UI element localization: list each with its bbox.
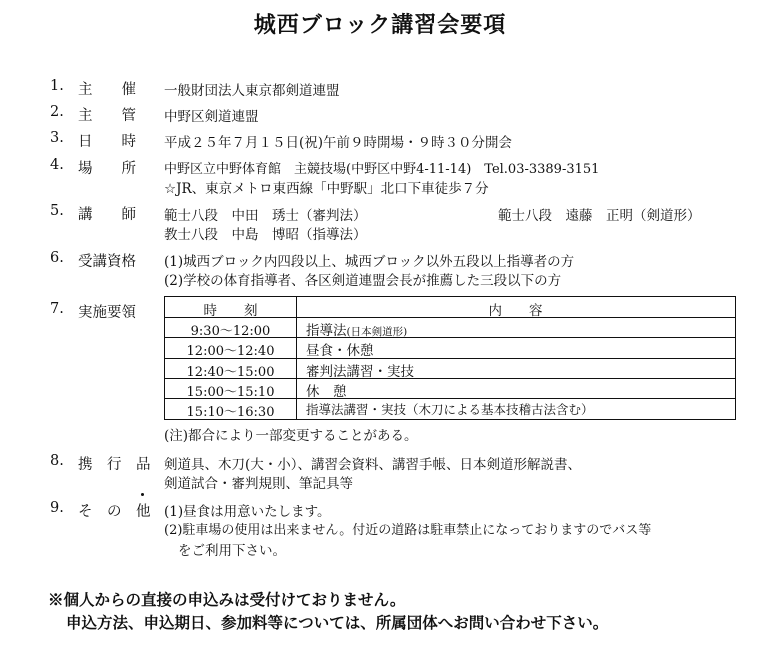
item-3-label: 日 時: [78, 134, 136, 150]
instructor-3: 教士八段 中島 博昭（指導法）: [164, 227, 367, 243]
row-5-content: 指導法講習・実技（木刀による基本技稽古法含む）: [306, 402, 594, 417]
other-2: (2)駐車場の使用は出来ません。付近の道路は駐車禁止になっておりますのでバス等: [164, 523, 652, 538]
item-5-number: 5.: [50, 203, 64, 219]
qualification-1: (1)城西ブロック内四段以上、城西ブロック以外五段以上指導者の方: [164, 254, 575, 270]
item-2-value: 中野区剣道連盟: [164, 109, 259, 125]
item-1-value: 一般財団法人東京都剣道連盟: [164, 83, 340, 99]
schedule-footnote: (注)都合により一部変更することがある。: [164, 428, 418, 444]
item-7-label: 実施要領: [78, 305, 136, 321]
row-1-content-note: (日本剣道形): [346, 326, 408, 338]
row-2-content: 昼食・休憩: [306, 343, 374, 359]
item-3-value: 平成２５年７月１５日(祝)午前９時開場・９時３０分開会: [164, 135, 513, 151]
row-3-content: 審判法講習・実技: [306, 364, 414, 380]
item-9-number: 9.: [50, 500, 64, 516]
other-1: (1)昼食は用意いたします。: [164, 504, 331, 520]
item-4-number: 4.: [50, 157, 64, 173]
belongings-1: 剣道具、木刀(大・小）、講習会資料、講習手帳、日本剣道形解説書、: [164, 457, 582, 473]
stray-mark: [141, 493, 144, 496]
page-title: 城西ブロック講習会要項: [253, 12, 507, 38]
item-9-label: そ の 他: [78, 504, 151, 520]
belongings-2: 剣道試合・審判規則、筆記具等: [164, 476, 353, 492]
schedule-table: [164, 296, 736, 420]
item-6-number: 6.: [50, 250, 64, 266]
item-3-number: 3.: [50, 130, 64, 146]
row-3-time: 12:40～15:00: [186, 365, 275, 380]
item-8-label: 携 行 品: [78, 457, 151, 473]
venue-line: 中野区立中野体育館 主競技場(中野区中野4-11-14) Tel.03-3389-3151: [164, 162, 600, 177]
instructor-2: 範士八段 遠藤 正明（剣道形）: [498, 208, 701, 224]
notice-contact-organization: 申込方法、申込期日、参加料等については、所属団体へお問い合わせ下さい。: [66, 613, 609, 632]
access-line: ☆JR、東京メトロ東西線「中野駅」北口下車徒歩７分: [164, 181, 489, 197]
row-1-content-text: 指導法: [306, 323, 347, 339]
row-5-time: 15:10～16:30: [186, 405, 275, 420]
row-1-content: [306, 319, 407, 339]
row-1-time: 9:30～12:00: [190, 324, 271, 339]
other-3: をご利用下さい。: [178, 543, 286, 559]
item-8-number: 8.: [50, 453, 64, 469]
item-5-label: 講 師: [78, 207, 136, 223]
row-2-time: 12:00～12:40: [186, 344, 275, 359]
header-time: 時 刻: [203, 303, 258, 319]
item-2-label: 主 管: [78, 108, 136, 124]
item-6-label: 受講資格: [78, 254, 136, 270]
item-4-label: 場 所: [78, 161, 136, 177]
qualification-2: (2)学校の体育指導者、各区剣道連盟会長が推薦した三段以下の方: [164, 273, 562, 289]
notice-no-direct-application: ※個人からの直接の申込みは受付けておりません。: [48, 590, 406, 609]
item-7-number: 7.: [50, 301, 64, 317]
row-4-content: 休 憩: [306, 384, 347, 400]
item-1-label: 主 催: [78, 82, 136, 98]
item-1-number: 1.: [50, 78, 64, 94]
instructor-1: 範士八段 中田 琇士（審判法）: [164, 208, 367, 224]
row-4-time: 15:00～15:10: [186, 385, 275, 400]
item-2-number: 2.: [50, 104, 64, 120]
header-content: 内 容: [488, 303, 543, 319]
